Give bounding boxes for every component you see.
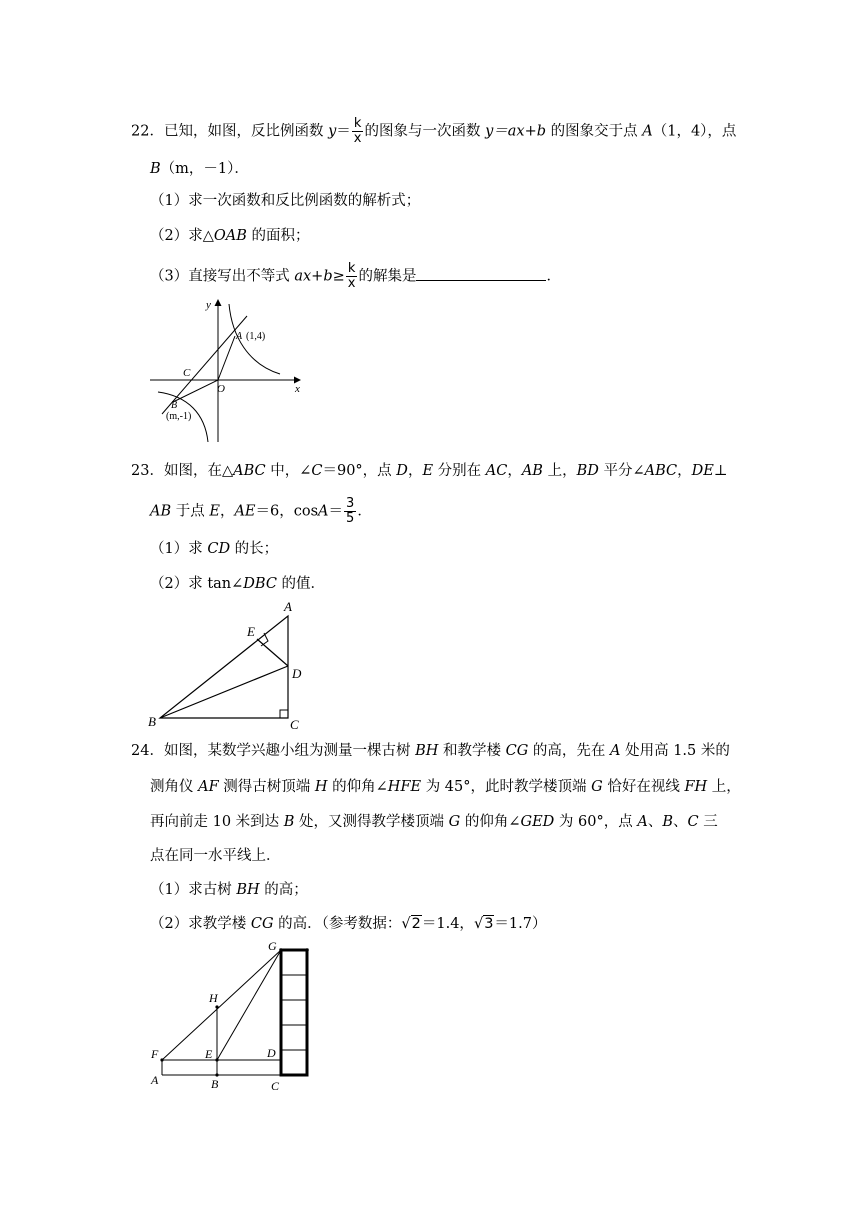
q23-part1-text: 的长； <box>230 541 279 557</box>
q24-l2-run-0: 测角仪 <box>150 779 199 795</box>
label-d: D <box>267 1046 276 1060</box>
q23-l1-run-1: ABC <box>233 463 266 479</box>
q22-part3-text: （3）直接写出不等式 <box>150 268 295 285</box>
label-h: H <box>209 991 218 1005</box>
q24-l2-run-10: 上， <box>707 779 741 795</box>
q22-part2-text: （2）求△ <box>150 228 214 244</box>
q22-part3 <box>150 262 561 291</box>
q23-l1-run-10: ， <box>507 463 522 479</box>
building-cg: CG <box>250 916 274 932</box>
angle-a: A <box>318 503 329 520</box>
label-c: C <box>183 367 191 379</box>
q23-line2 <box>150 497 372 526</box>
q22-line1 <box>131 117 736 146</box>
q24-l1-run-2: 和教学楼 <box>438 743 506 759</box>
q22-line2 <box>150 159 249 179</box>
radicand: 3 <box>484 916 494 932</box>
q24-l3-run-1: B <box>283 814 295 830</box>
q23-l1-run-12: 上， <box>542 463 577 479</box>
q22-point-b: B <box>150 161 161 177</box>
q24-part2-text: （2）求教学楼 <box>150 916 251 932</box>
q22-ge-sign: ≥ <box>332 268 345 285</box>
sight-line-fg <box>162 950 281 1060</box>
q24-part1-text: （1）求古树 <box>150 882 237 898</box>
q24-line3 <box>150 812 718 832</box>
q24-part1-text: 的高； <box>259 882 308 898</box>
q23-l1-run-4: ＝90°，点 <box>322 463 397 479</box>
q22-point-a: A <box>642 123 653 140</box>
angle-dbc: DBC <box>243 576 277 592</box>
q24-l2-run-4: 的仰角∠ <box>327 779 388 795</box>
q23-eq: ＝ <box>328 503 344 520</box>
q24-part2-text: 的高．（参考数据： <box>273 916 402 932</box>
q22-part3-end: ． <box>546 268 561 285</box>
q23-part2-text: （2）求 tan∠ <box>150 576 244 592</box>
q24-line4 <box>150 846 281 866</box>
q24-line1 <box>131 741 730 761</box>
radicand: 2 <box>411 916 421 932</box>
sqrt-2 <box>401 915 421 932</box>
segment-ob <box>173 380 218 402</box>
q23-l1-run-9: AC <box>485 463 508 479</box>
label-b: B <box>148 714 156 729</box>
label-b-coord: (m,-1) <box>166 411 192 422</box>
q22-eq: ＝ <box>336 123 351 140</box>
q23-text: ＝6，cos <box>255 503 319 520</box>
seg-ae: AE <box>234 503 256 520</box>
tree-bh: BH <box>236 882 260 898</box>
q23-l1-run-2: 中，∠ <box>265 463 312 479</box>
frac-denominator: x <box>353 131 362 146</box>
q24-l2-run-6: 为 45°，此时教学楼顶端 <box>421 779 592 795</box>
q24-l3-run-7: A <box>637 814 648 830</box>
segment-de <box>257 639 288 666</box>
q23-part2 <box>150 574 325 594</box>
point-e <box>215 1058 218 1061</box>
label-b: B <box>171 400 178 411</box>
q24-l3-run-9: B <box>662 814 673 830</box>
ref-value: ＝1.7） <box>494 916 547 932</box>
q23-l1-run-18: ⊥ <box>713 463 728 479</box>
label-b: B <box>211 1077 219 1091</box>
q22-part3-text: 的解集是 <box>358 268 417 285</box>
q23-part1 <box>150 539 278 559</box>
q22-text: 22．已知，如图，反比例函数 <box>131 123 329 140</box>
q23-part1-text: （1）求 <box>150 541 208 557</box>
q22-part2 <box>150 226 310 246</box>
label-g: G <box>268 939 277 953</box>
q23-end: ． <box>357 503 372 520</box>
q22-text: 的图象交于点 <box>546 123 643 140</box>
q22-fraction-k-over-x-2 <box>346 262 358 291</box>
ref-value: ＝1.4， <box>421 916 474 932</box>
seg-ab: AB <box>150 503 172 520</box>
q22-part1 <box>150 191 420 211</box>
q24-l3-run-2: 处，又测得教学楼顶端 <box>294 814 449 830</box>
q24-figure <box>145 938 325 1098</box>
q23-l1-run-15: ABC <box>644 463 678 479</box>
triangle-abc <box>160 616 288 718</box>
q23-l1-run-16: ， <box>677 463 692 479</box>
q22-text: （1，4），点 <box>652 123 737 140</box>
sight-line-eg <box>217 950 281 1060</box>
q24-l3-run-4: 的仰角∠ <box>460 814 521 830</box>
right-angle-c <box>280 710 288 718</box>
q23-l1-run-0: 23．如图，在△ <box>131 463 234 479</box>
q23-l1-run-7: E <box>422 463 434 479</box>
q24-l3-run-6: 为 60°，点 <box>554 814 638 830</box>
segment-oa <box>218 336 235 380</box>
sqrt-sign: √ <box>473 916 484 932</box>
label-c: C <box>290 717 299 732</box>
q23-l1-run-11: AB <box>521 463 543 479</box>
q24-l3-run-3: G <box>448 814 461 830</box>
q23-text: 于点 <box>171 503 210 520</box>
q24-l3-run-10: 、 <box>672 814 688 830</box>
q22-expr: ax+b <box>294 268 333 285</box>
q24-l3-run-12: 三 <box>698 814 718 830</box>
q23-part2-text: 的值． <box>276 576 326 592</box>
label-a: A <box>284 599 292 614</box>
seg-cd: CD <box>207 541 231 557</box>
point-e: E <box>209 503 220 520</box>
q22-part2-text: 的面积； <box>246 228 310 244</box>
sqrt-3 <box>474 915 494 932</box>
frac-denominator: x <box>347 276 356 291</box>
point-f <box>160 1058 163 1061</box>
q24-l2-run-5: HFE <box>387 779 422 795</box>
label-a-coord: (1,4) <box>246 331 266 342</box>
q23-line1 <box>131 461 727 481</box>
label-c: C <box>271 1079 280 1093</box>
q23-l1-run-14: 平分∠ <box>598 463 645 479</box>
q23-l1-run-13: BD <box>576 463 599 479</box>
q22-linear-fn: y＝ax+b <box>485 123 547 140</box>
q24-l2-run-2: 测得古树顶端 <box>218 779 315 795</box>
q23-l1-run-5: D <box>396 463 408 479</box>
label-f: F <box>151 1047 159 1061</box>
q24-l1-run-6: 处用高 1.5 米的 <box>620 743 730 759</box>
label-y: y <box>206 299 211 311</box>
q22-part1-text: （1）求一次函数和反比例函数的解析式； <box>150 193 421 209</box>
q24-l2-run-8: 恰好在视线 <box>602 779 685 795</box>
q23-l1-run-17: DE <box>691 463 714 479</box>
label-a: A <box>151 1073 159 1087</box>
label-a: A <box>236 331 243 342</box>
building <box>281 950 307 1075</box>
q24-l3-run-0: 再向前走 10 米到达 <box>150 814 284 830</box>
label-e: E <box>247 624 255 639</box>
q22-text: 的图象与一次函数 <box>364 123 486 140</box>
q24-l2-run-9: FH <box>684 779 708 795</box>
q23-figure <box>140 596 320 731</box>
q23-text: ， <box>219 503 235 520</box>
point-h <box>215 1005 218 1008</box>
q24-l1-run-1: BH <box>415 743 439 759</box>
point-g2 <box>305 948 309 952</box>
label-x: x <box>295 383 300 395</box>
q23-l1-run-8: 分别在 <box>433 463 486 479</box>
q24-l3-run-11: C <box>687 814 699 830</box>
q24-l1-run-3: CG <box>505 743 529 759</box>
q24-l2-run-7: G <box>591 779 603 795</box>
q24-line2 <box>150 777 741 797</box>
answer-blank[interactable] <box>416 266 546 281</box>
segment-bd <box>160 666 288 718</box>
q22-fraction-k-over-x <box>352 117 364 146</box>
q22-var-y: y <box>328 123 337 140</box>
q22-text: （m，－1）． <box>160 161 249 177</box>
q24-part1 <box>150 880 308 900</box>
q24-l1-run-5: A <box>610 743 621 759</box>
q24-l3-run-5: GED <box>520 814 555 830</box>
frac-numerator: k <box>347 261 356 276</box>
q24-text: 点在同一水平线上． <box>150 848 281 864</box>
q24-l2-run-3: H <box>314 779 328 795</box>
q23-l1-run-6: ， <box>407 463 423 479</box>
label-d: D <box>292 666 302 681</box>
q23-fraction-3-5 <box>344 497 356 526</box>
point-g <box>279 948 283 952</box>
label-o: O <box>217 383 225 395</box>
q22-triangle-oab: OAB <box>213 228 247 244</box>
q24-l3-run-8: 、 <box>647 814 663 830</box>
q24-l1-run-4: 的高，先在 <box>528 743 610 759</box>
q23-l1-run-3: C <box>311 463 323 479</box>
frac-denominator: 5 <box>346 511 355 526</box>
q22-figure <box>140 296 310 446</box>
frac-numerator: k <box>353 116 362 131</box>
q24-part2 <box>150 914 546 934</box>
q24-l1-run-0: 24．如图，某数学兴趣小组为测量一棵古树 <box>131 743 416 759</box>
q24-l2-run-1: AF <box>198 779 219 795</box>
frac-numerator: 3 <box>346 496 355 511</box>
sqrt-sign: √ <box>401 916 411 932</box>
label-e: E <box>205 1047 213 1061</box>
